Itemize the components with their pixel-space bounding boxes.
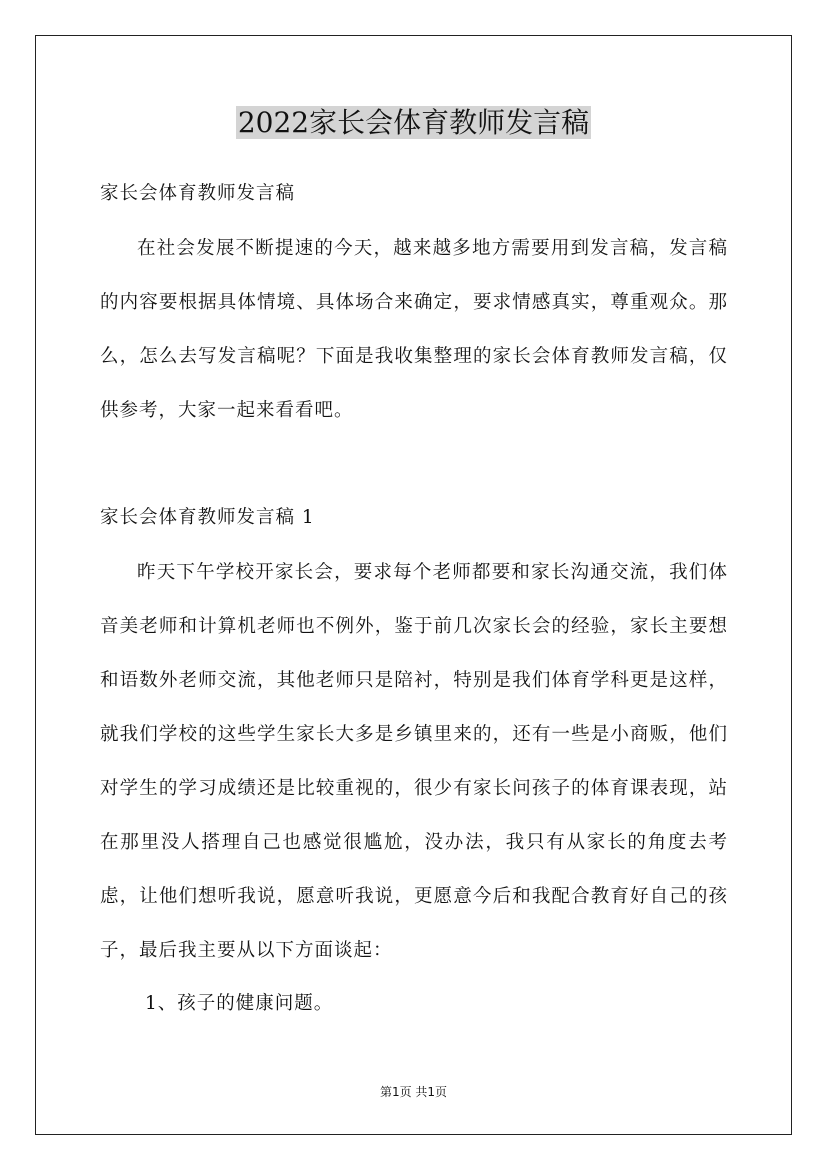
section1-heading: 家长会体育教师发言稿 1 [100,507,315,528]
document-title-text: 2022家长会体育教师发言稿 [237,106,590,139]
page-footer: 第1页 共1页 [379,1085,448,1099]
intro-paragraph-block [100,222,728,438]
section1-paragraph: 昨天下午学校开家长会，要求每个老师都要和家长沟通交流，我们体音美老师和计算机老师也不例外，鉴于前几次家长会的经验，家长主要想和语数外老师交流，其他老师只是陪衬，特别是我们体育学科更是这样，就我们学校的这些学生家长大多是乡镇里来的，还有一些是小商贩，他们对学生的学习成绩还是比较重视的，很少有家长问孩子的体育课表现，站在那里没人搭理自己也感觉很尴尬，没办法，我只有从家长的角度去考虑，让他们想听我说，愿意听我说，更愿意今后和我配合教育好自己的孩子，最后我主要从以下方面谈起： [100,562,728,961]
document-title [0,102,827,144]
section1-paragraph-block [100,546,728,978]
intro-heading: 家长会体育教师发言稿 [100,183,296,204]
intro-paragraph: 在社会发展不断提速的今天，越来越多地方需要用到发言稿，发言稿的内容要根据具体情境、具体场合来确定，要求情感真实，尊重观众。那么，怎么去写发言稿呢？下面是我收集整理的家长会体育教师发言稿，仅供参考，大家一起来看看吧。 [100,238,728,421]
list-item-1: 1、孩子的健康问题。 [145,993,334,1014]
